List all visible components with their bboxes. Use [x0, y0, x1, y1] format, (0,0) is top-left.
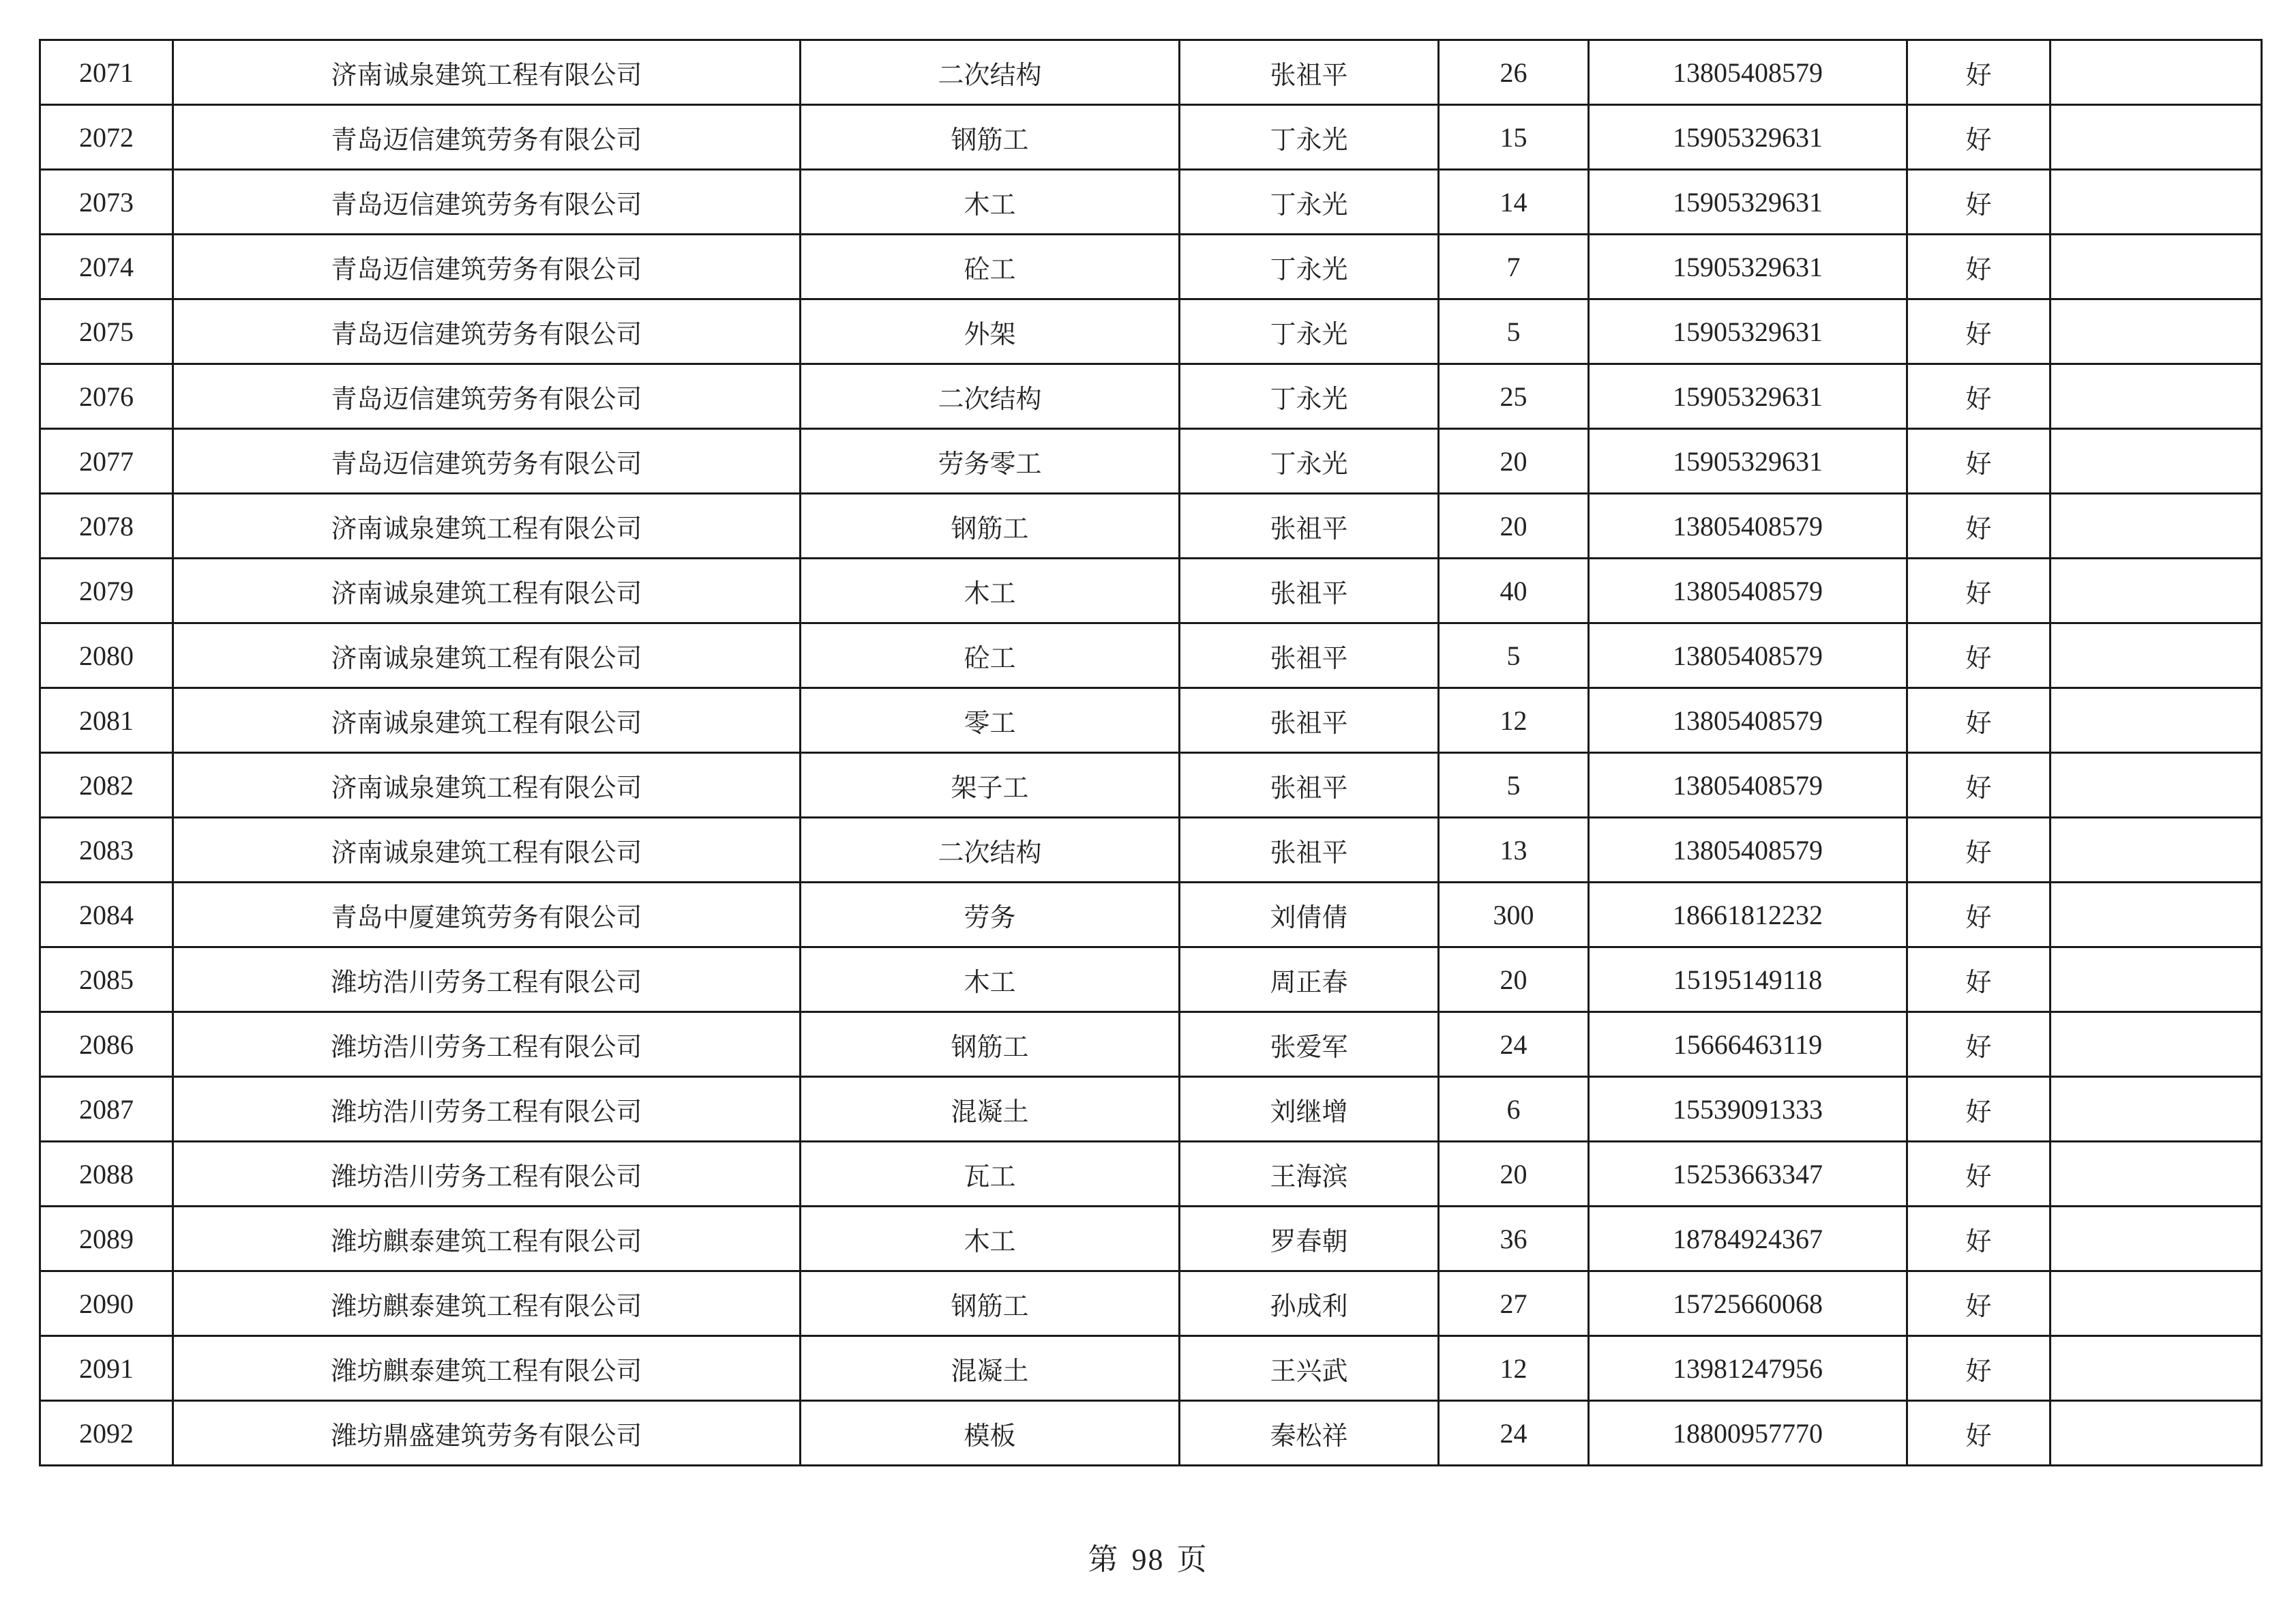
- rating-cell: 好: [1907, 1012, 2051, 1077]
- row-index-cell: 2071: [40, 40, 173, 105]
- trade-cell: 混凝土: [801, 1077, 1180, 1142]
- contact-cell: 罗春朝: [1180, 1207, 1439, 1271]
- company-cell: 潍坊麒泰建筑工程有限公司: [173, 1271, 801, 1336]
- trade-cell: 劳务: [801, 883, 1180, 947]
- trade-cell: 木工: [801, 1207, 1180, 1271]
- remarks-cell: [2051, 235, 2262, 299]
- headcount-cell: 13: [1439, 818, 1589, 883]
- trade-cell: 零工: [801, 688, 1180, 753]
- trade-cell: 瓦工: [801, 1142, 1180, 1207]
- company-cell: 潍坊麒泰建筑工程有限公司: [173, 1207, 801, 1271]
- phone-cell: 15905329631: [1589, 105, 1907, 170]
- company-cell: 潍坊浩川劳务工程有限公司: [173, 947, 801, 1012]
- headcount-cell: 26: [1439, 40, 1589, 105]
- table-row: [40, 753, 2262, 818]
- company-cell: 青岛迈信建筑劳务有限公司: [173, 299, 801, 364]
- rating-cell: 好: [1907, 494, 2051, 559]
- headcount-cell: 20: [1439, 429, 1589, 494]
- table-row: [40, 235, 2262, 299]
- remarks-cell: [2051, 1271, 2262, 1336]
- contact-cell: 张祖平: [1180, 559, 1439, 623]
- row-index-cell: 2080: [40, 623, 173, 688]
- table-row: [40, 105, 2262, 170]
- contact-cell: 王海滨: [1180, 1142, 1439, 1207]
- headcount-cell: 24: [1439, 1401, 1589, 1466]
- rating-cell: 好: [1907, 559, 2051, 623]
- table-row: [40, 40, 2262, 105]
- row-index-cell: 2085: [40, 947, 173, 1012]
- trade-cell: 钢筋工: [801, 494, 1180, 559]
- roster-table: [39, 39, 2263, 1466]
- contact-cell: 张祖平: [1180, 40, 1439, 105]
- rating-cell: 好: [1907, 753, 2051, 818]
- remarks-cell: [2051, 818, 2262, 883]
- phone-cell: 15539091333: [1589, 1077, 1907, 1142]
- contact-cell: 丁永光: [1180, 299, 1439, 364]
- trade-cell: 二次结构: [801, 364, 1180, 429]
- row-index-cell: 2081: [40, 688, 173, 753]
- company-cell: 潍坊浩川劳务工程有限公司: [173, 1142, 801, 1207]
- company-cell: 济南诚泉建筑工程有限公司: [173, 753, 801, 818]
- trade-cell: 架子工: [801, 753, 1180, 818]
- company-cell: 青岛迈信建筑劳务有限公司: [173, 235, 801, 299]
- headcount-cell: 20: [1439, 494, 1589, 559]
- rating-cell: 好: [1907, 429, 2051, 494]
- remarks-cell: [2051, 364, 2262, 429]
- row-index-cell: 2077: [40, 429, 173, 494]
- headcount-cell: 36: [1439, 1207, 1589, 1271]
- table-row: [40, 559, 2262, 623]
- trade-cell: 木工: [801, 170, 1180, 235]
- rating-cell: 好: [1907, 947, 2051, 1012]
- phone-cell: 15905329631: [1589, 429, 1907, 494]
- trade-cell: 木工: [801, 559, 1180, 623]
- trade-cell: 砼工: [801, 623, 1180, 688]
- contact-cell: 丁永光: [1180, 105, 1439, 170]
- row-index-cell: 2073: [40, 170, 173, 235]
- table-row: [40, 818, 2262, 883]
- contact-cell: 周正春: [1180, 947, 1439, 1012]
- company-cell: 济南诚泉建筑工程有限公司: [173, 559, 801, 623]
- page-label-prefix: 第: [1088, 1542, 1120, 1577]
- headcount-cell: 20: [1439, 1142, 1589, 1207]
- company-cell: 潍坊鼎盛建筑劳务有限公司: [173, 1401, 801, 1466]
- rating-cell: 好: [1907, 105, 2051, 170]
- page-footer: [0, 1535, 2296, 1578]
- table-row: [40, 1207, 2262, 1271]
- row-index-cell: 2075: [40, 299, 173, 364]
- phone-cell: 15666463119: [1589, 1012, 1907, 1077]
- headcount-cell: 6: [1439, 1077, 1589, 1142]
- headcount-cell: 5: [1439, 753, 1589, 818]
- headcount-cell: 40: [1439, 559, 1589, 623]
- table-row: [40, 170, 2262, 235]
- contact-cell: 丁永光: [1180, 429, 1439, 494]
- phone-cell: 15905329631: [1589, 235, 1907, 299]
- row-index-cell: 2082: [40, 753, 173, 818]
- table-row: [40, 1336, 2262, 1401]
- remarks-cell: [2051, 40, 2262, 105]
- trade-cell: 钢筋工: [801, 105, 1180, 170]
- contact-cell: 张祖平: [1180, 753, 1439, 818]
- row-index-cell: 2074: [40, 235, 173, 299]
- rating-cell: 好: [1907, 235, 2051, 299]
- remarks-cell: [2051, 753, 2262, 818]
- remarks-cell: [2051, 299, 2262, 364]
- remarks-cell: [2051, 494, 2262, 559]
- phone-cell: 13805408579: [1589, 40, 1907, 105]
- trade-cell: 砼工: [801, 235, 1180, 299]
- headcount-cell: 14: [1439, 170, 1589, 235]
- contact-cell: 孙成利: [1180, 1271, 1439, 1336]
- headcount-cell: 12: [1439, 1336, 1589, 1401]
- headcount-cell: 15: [1439, 105, 1589, 170]
- contact-cell: 王兴武: [1180, 1336, 1439, 1401]
- rating-cell: 好: [1907, 1271, 2051, 1336]
- row-index-cell: 2089: [40, 1207, 173, 1271]
- phone-cell: 13805408579: [1589, 494, 1907, 559]
- contact-cell: 丁永光: [1180, 235, 1439, 299]
- headcount-cell: 27: [1439, 1271, 1589, 1336]
- table-row: [40, 883, 2262, 947]
- rating-cell: 好: [1907, 299, 2051, 364]
- table-row: [40, 1012, 2262, 1077]
- rating-cell: 好: [1907, 818, 2051, 883]
- trade-cell: 外架: [801, 299, 1180, 364]
- remarks-cell: [2051, 688, 2262, 753]
- page-label-suffix: 页: [1176, 1542, 1208, 1577]
- company-cell: 济南诚泉建筑工程有限公司: [173, 818, 801, 883]
- table-row: [40, 623, 2262, 688]
- row-index-cell: 2087: [40, 1077, 173, 1142]
- row-index-cell: 2088: [40, 1142, 173, 1207]
- company-cell: 潍坊浩川劳务工程有限公司: [173, 1012, 801, 1077]
- rating-cell: 好: [1907, 1401, 2051, 1466]
- table-row: [40, 688, 2262, 753]
- table-row: [40, 947, 2262, 1012]
- remarks-cell: [2051, 1336, 2262, 1401]
- remarks-cell: [2051, 1401, 2262, 1466]
- remarks-cell: [2051, 105, 2262, 170]
- rating-cell: 好: [1907, 170, 2051, 235]
- table-row: [40, 1077, 2262, 1142]
- phone-cell: 13805408579: [1589, 688, 1907, 753]
- trade-cell: 二次结构: [801, 40, 1180, 105]
- company-cell: 青岛迈信建筑劳务有限公司: [173, 105, 801, 170]
- table-row: [40, 1271, 2262, 1336]
- phone-cell: 15725660068: [1589, 1271, 1907, 1336]
- remarks-cell: [2051, 1012, 2262, 1077]
- table-row: [40, 429, 2262, 494]
- headcount-cell: 5: [1439, 623, 1589, 688]
- rating-cell: 好: [1907, 364, 2051, 429]
- phone-cell: 18784924367: [1589, 1207, 1907, 1271]
- rating-cell: 好: [1907, 1142, 2051, 1207]
- contact-cell: 丁永光: [1180, 364, 1439, 429]
- remarks-cell: [2051, 623, 2262, 688]
- table-row: [40, 494, 2262, 559]
- company-cell: 青岛迈信建筑劳务有限公司: [173, 429, 801, 494]
- table-row: [40, 299, 2262, 364]
- phone-cell: 15253663347: [1589, 1142, 1907, 1207]
- trade-cell: 混凝土: [801, 1336, 1180, 1401]
- company-cell: 潍坊麒泰建筑工程有限公司: [173, 1336, 801, 1401]
- row-index-cell: 2090: [40, 1271, 173, 1336]
- table-row: [40, 364, 2262, 429]
- phone-cell: 15905329631: [1589, 364, 1907, 429]
- contact-cell: 刘继增: [1180, 1077, 1439, 1142]
- remarks-cell: [2051, 559, 2262, 623]
- page-number: 98: [1131, 1543, 1165, 1576]
- row-index-cell: 2091: [40, 1336, 173, 1401]
- remarks-cell: [2051, 947, 2262, 1012]
- roster-body: [40, 40, 2262, 1466]
- row-index-cell: 2072: [40, 105, 173, 170]
- contact-cell: 张祖平: [1180, 494, 1439, 559]
- rating-cell: 好: [1907, 623, 2051, 688]
- trade-cell: 钢筋工: [801, 1012, 1180, 1077]
- trade-cell: 模板: [801, 1401, 1180, 1466]
- remarks-cell: [2051, 883, 2262, 947]
- phone-cell: 13805408579: [1589, 559, 1907, 623]
- row-index-cell: 2078: [40, 494, 173, 559]
- contact-cell: 张爱军: [1180, 1012, 1439, 1077]
- trade-cell: 二次结构: [801, 818, 1180, 883]
- headcount-cell: 7: [1439, 235, 1589, 299]
- rating-cell: 好: [1907, 1207, 2051, 1271]
- headcount-cell: 24: [1439, 1012, 1589, 1077]
- phone-cell: 18800957770: [1589, 1401, 1907, 1466]
- table-row: [40, 1401, 2262, 1466]
- row-index-cell: 2079: [40, 559, 173, 623]
- company-cell: 青岛迈信建筑劳务有限公司: [173, 170, 801, 235]
- rating-cell: 好: [1907, 1077, 2051, 1142]
- phone-cell: 13805408579: [1589, 623, 1907, 688]
- phone-cell: 15905329631: [1589, 299, 1907, 364]
- rating-cell: 好: [1907, 883, 2051, 947]
- phone-cell: 13805408579: [1589, 753, 1907, 818]
- headcount-cell: 25: [1439, 364, 1589, 429]
- contact-cell: 丁永光: [1180, 170, 1439, 235]
- phone-cell: 15195149118: [1589, 947, 1907, 1012]
- company-cell: 济南诚泉建筑工程有限公司: [173, 494, 801, 559]
- contact-cell: 张祖平: [1180, 818, 1439, 883]
- contact-cell: 张祖平: [1180, 623, 1439, 688]
- company-cell: 青岛迈信建筑劳务有限公司: [173, 364, 801, 429]
- row-index-cell: 2076: [40, 364, 173, 429]
- remarks-cell: [2051, 170, 2262, 235]
- remarks-cell: [2051, 1142, 2262, 1207]
- rating-cell: 好: [1907, 40, 2051, 105]
- remarks-cell: [2051, 1077, 2262, 1142]
- headcount-cell: 5: [1439, 299, 1589, 364]
- headcount-cell: 20: [1439, 947, 1589, 1012]
- headcount-cell: 12: [1439, 688, 1589, 753]
- rating-cell: 好: [1907, 1336, 2051, 1401]
- contact-cell: 秦松祥: [1180, 1401, 1439, 1466]
- row-index-cell: 2084: [40, 883, 173, 947]
- trade-cell: 木工: [801, 947, 1180, 1012]
- phone-cell: 15905329631: [1589, 170, 1907, 235]
- row-index-cell: 2086: [40, 1012, 173, 1077]
- table-row: [40, 1142, 2262, 1207]
- company-cell: 济南诚泉建筑工程有限公司: [173, 623, 801, 688]
- trade-cell: 劳务零工: [801, 429, 1180, 494]
- remarks-cell: [2051, 429, 2262, 494]
- company-cell: 济南诚泉建筑工程有限公司: [173, 40, 801, 105]
- company-cell: 济南诚泉建筑工程有限公司: [173, 688, 801, 753]
- phone-cell: 13981247956: [1589, 1336, 1907, 1401]
- company-cell: 青岛中厦建筑劳务有限公司: [173, 883, 801, 947]
- phone-cell: 18661812232: [1589, 883, 1907, 947]
- phone-cell: 13805408579: [1589, 818, 1907, 883]
- contact-cell: 刘倩倩: [1180, 883, 1439, 947]
- remarks-cell: [2051, 1207, 2262, 1271]
- row-index-cell: 2083: [40, 818, 173, 883]
- headcount-cell: 300: [1439, 883, 1589, 947]
- company-cell: 潍坊浩川劳务工程有限公司: [173, 1077, 801, 1142]
- trade-cell: 钢筋工: [801, 1271, 1180, 1336]
- rating-cell: 好: [1907, 688, 2051, 753]
- contact-cell: 张祖平: [1180, 688, 1439, 753]
- row-index-cell: 2092: [40, 1401, 173, 1466]
